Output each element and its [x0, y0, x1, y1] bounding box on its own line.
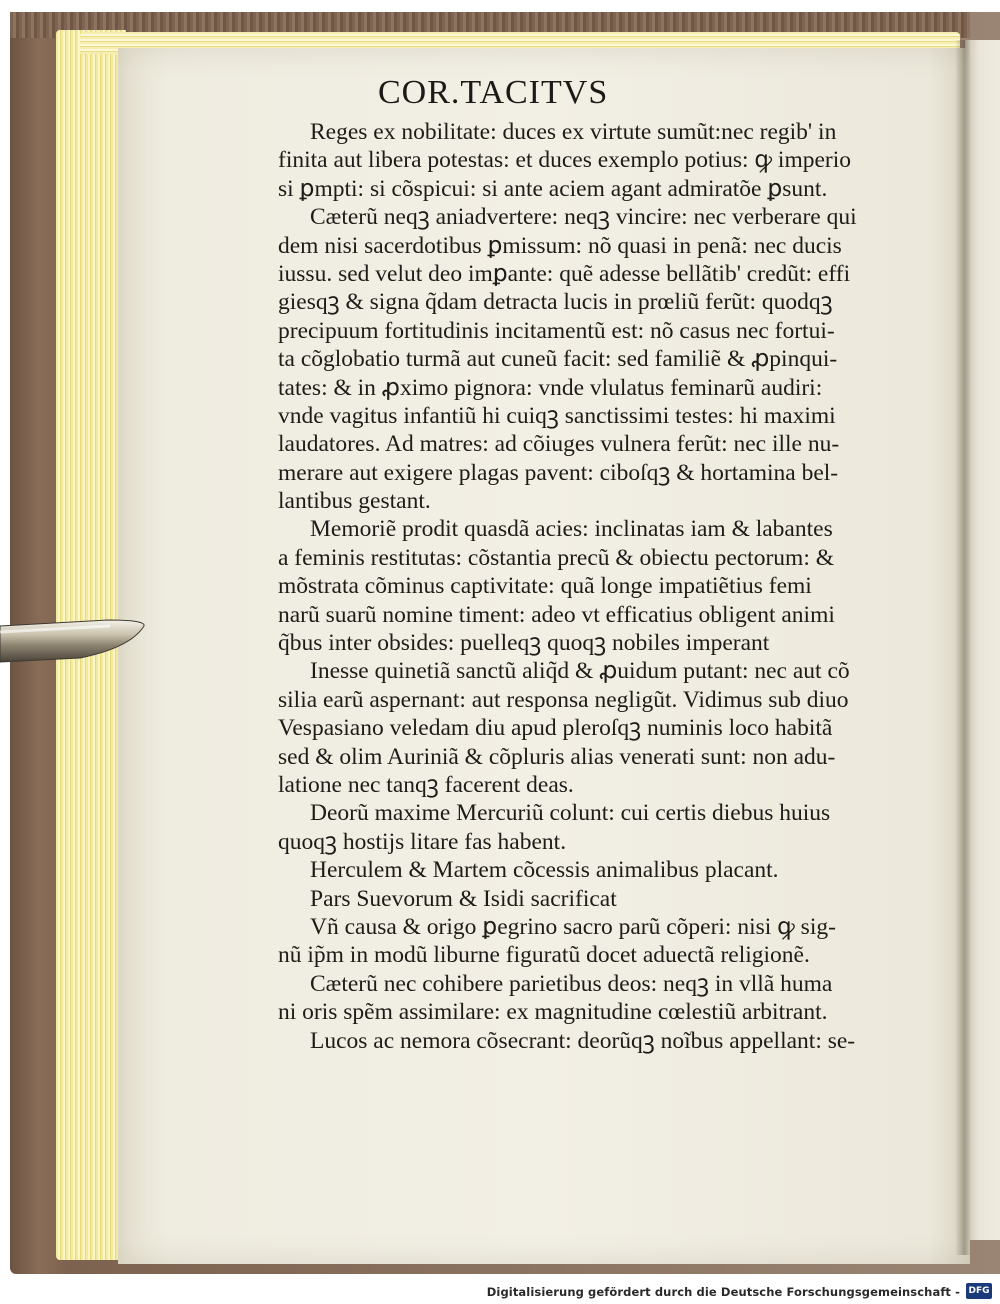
- text-line: merare aut exigere plagas pavent: ciboſqꝫ & hortamina bel-: [278, 459, 839, 486]
- text-line: Lucos ac nemora cõsecrant: deorũqꝫ noĩbus appellant: se-: [310, 1027, 856, 1054]
- text-line: ni oris spẽm assimilare: ex magnitudine cœlestiũ arbitrant.: [278, 999, 828, 1026]
- text-line: sed & olim Auriniã & cõpluris alias venerati sunt: non adu-: [278, 743, 836, 770]
- text-line: si ꝑmpti: si cõspicui: si ante aciem agant admiratõe ꝑsunt.: [278, 175, 828, 202]
- text-line: quoqꝫ hostijs litare fas habent.: [278, 828, 567, 855]
- text-line: nũ ip̃m in modũ liburne figuratũ docet aduectã religionẽ.: [278, 942, 810, 969]
- text-line: Reges ex nobilitate: duces ex virtute sumũt:nec regib' in: [310, 119, 837, 145]
- page-gutter: [955, 40, 971, 1255]
- text-line: narũ suarũ nomine timent: adeo vt efficatius obligent animi: [278, 601, 835, 628]
- text-line: iussu. sed velut deo imꝑante: quẽ adesse bellãtib' credũt: effi: [278, 260, 851, 287]
- running-head: COR.TACITVS: [378, 74, 609, 111]
- text-line: Vespasiano veledam diu apud pleroſqꝫ numinis loco habitã: [278, 715, 833, 742]
- text-line: finita aut libera potestas: et duces exemplo potius: ꝙ imperio: [278, 147, 852, 174]
- text-line: Cæterũ nec cohibere parietibus deos: neqꝫ in vllã huma: [310, 970, 833, 997]
- text-line: Memoriẽ prodit quasdã acies: inclinatas iam & labantes: [310, 516, 833, 543]
- text-line: Vñ causa & origo ꝑegrino sacro parũ cõperi: nisi ꝙ sig-: [310, 913, 836, 940]
- text-line: mõstrata cõminus captivitate: quã longe impatiẽtius femi: [278, 573, 812, 600]
- text-line: vnde vagitus infantiũ hi cuiqꝫ sanctissimi testes: hi maximi: [278, 402, 836, 429]
- text-line: Pars Suevorum & Isidi sacrificat: [310, 885, 617, 912]
- bookmark-clasp-icon: [0, 618, 146, 664]
- text-line: Herculem & Martem cõcessis animalibus placant.: [310, 857, 779, 884]
- text-line: giesqꝫ & signa q̃dam detracta lucis in prœliũ ferũt: quodqꝫ: [278, 289, 833, 316]
- text-line: silia earũ aspernant: aut responsa negligũt. Vidimus sub diuo: [278, 686, 849, 713]
- text-line: latione nec tanqꝫ facerent deas.: [278, 771, 574, 798]
- text-line: Cæterũ neqꝫ aniadvertere: neqꝫ vincire: nec verberare qui: [310, 204, 857, 231]
- text-line: laudatores. Ad matres: ad cõiuges vulnera ferũt: nec ille nu-: [278, 431, 840, 458]
- text-line: q̃bus inter obsides: puelleqꝫ quoqꝫ nobiles imperant: [278, 630, 770, 657]
- text-line: tates: & in ꝓximo pignora: vnde vlulatus feminarũ audiri:: [278, 374, 823, 401]
- footer-credit: Digitalisierung gefördert durch die Deutsche Forschungsgemeinschaft -: [486, 1285, 960, 1299]
- text-line: ta cõglobatio turmã aut cuneũ facit: sed familiẽ & ꝓpinqui-: [278, 346, 838, 373]
- text-block: [278, 118, 872, 1055]
- dfg-logo: DFG: [966, 1283, 992, 1299]
- text-line: dem nisi sacerdotibus ꝑmissum: nõ quasi in penã: nec ducis: [278, 232, 842, 259]
- text-line: precipuum fortitudinis incitamentũ est: nõ casus nec fortui-: [278, 317, 835, 344]
- text-line: lantibus gestant.: [278, 488, 431, 515]
- text-line: Inesse quinetiã sanctũ aliq̃d & ꝓuidum putant: nec aut cõ: [310, 658, 850, 685]
- text-line: Deorũ maxime Mercuriũ colunt: cui certis diebus huius: [310, 800, 831, 827]
- text-line: a feminis restitutas: cõstantia precũ & obiectu pectorum: &: [278, 544, 835, 571]
